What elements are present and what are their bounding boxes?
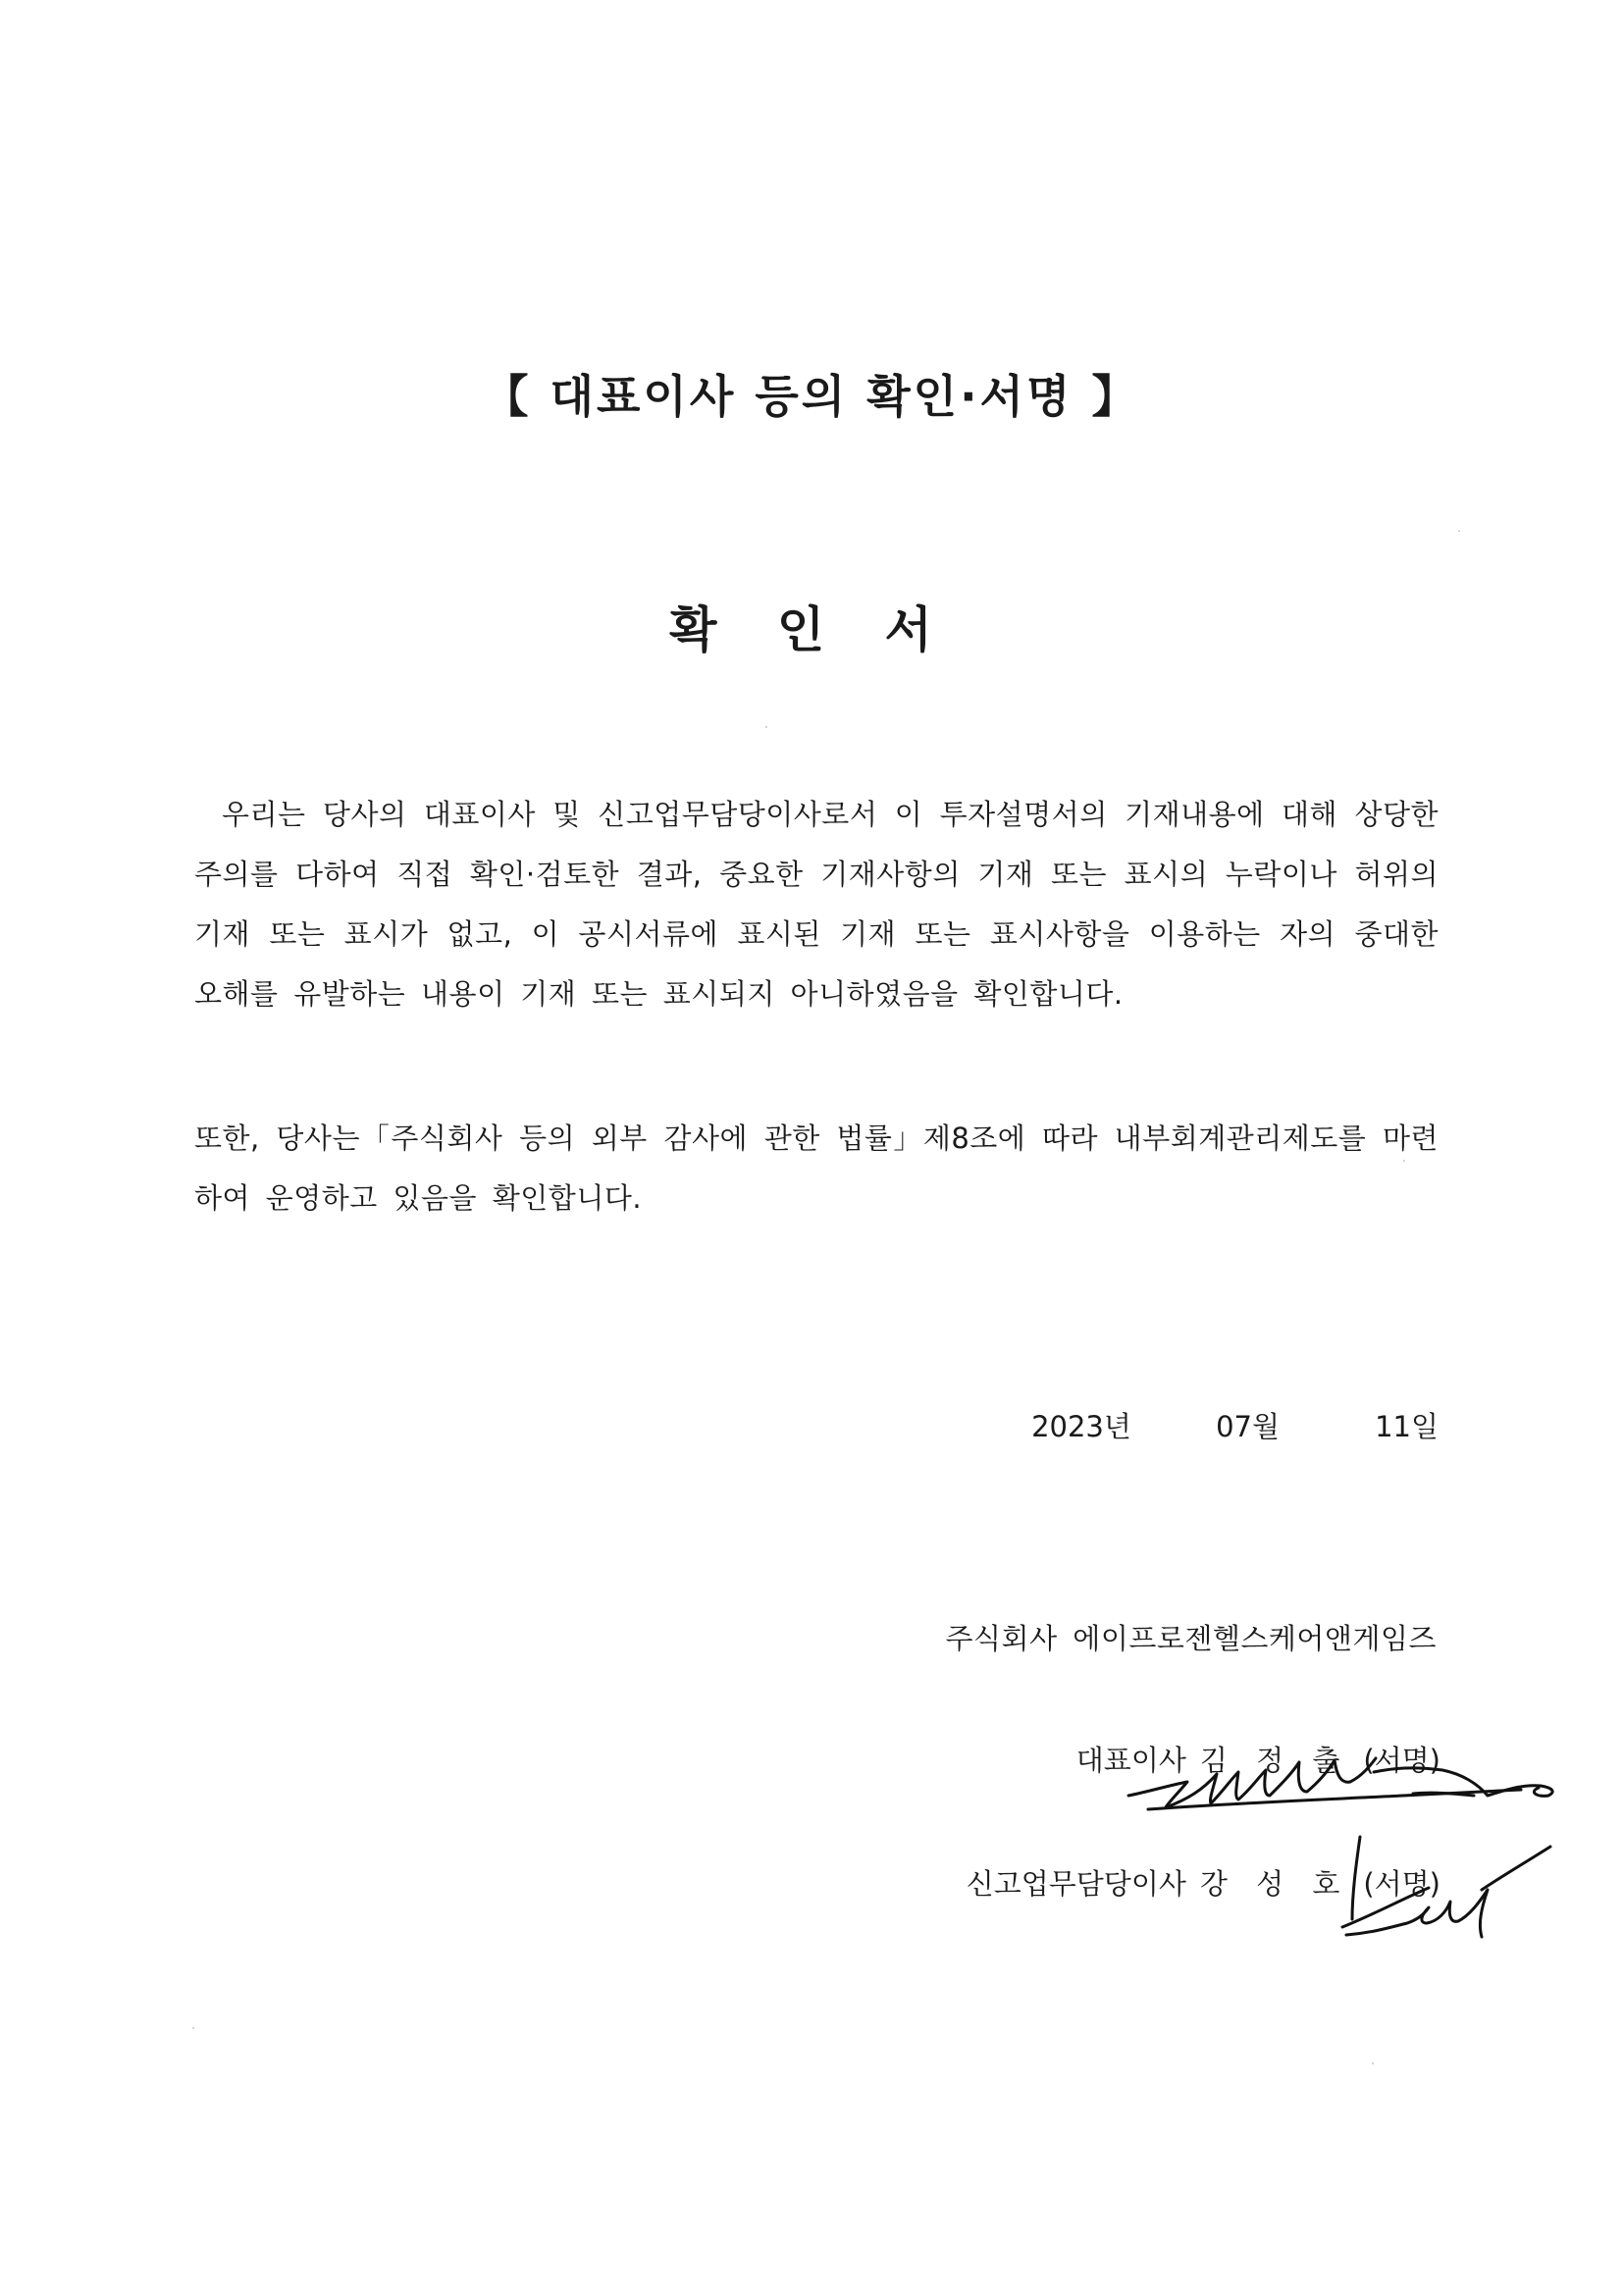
signer-disclosure-officer-sign-label: (서명) xyxy=(1363,1867,1440,1901)
signer-disclosure-officer-title: 신고업무담당이사 xyxy=(966,1867,1186,1901)
document-heading: 【 대표이사 등의 확인·서명 】 xyxy=(483,370,1140,423)
date-year: 2023년 xyxy=(1031,1410,1131,1443)
date-day: 11일 xyxy=(1375,1410,1439,1443)
signer-disclosure-officer xyxy=(967,1862,1440,1903)
scan-speck xyxy=(1372,2062,1374,2064)
internal-control-paragraph: 또한, 당사는「주식회사 등의 외부 감사에 관한 법률」제8조에 따라 내부회계관리제도를 마련하여 운영하고 있음을 확인합니다. xyxy=(194,1122,1439,1215)
signer-ceo xyxy=(1076,1739,1440,1779)
company-name: 주식회사 에이프로젠헬스케어앤게임즈 xyxy=(945,1622,1437,1655)
scan-speck xyxy=(1403,1160,1405,1162)
scan-speck xyxy=(765,726,767,728)
document-date xyxy=(1031,1405,1439,1445)
scan-speck xyxy=(1458,530,1460,532)
document-subtitle: 확 인 서 xyxy=(669,601,954,658)
signer-ceo-sign-label: (서명) xyxy=(1363,1744,1440,1777)
signer-ceo-name: 김 정 출 xyxy=(1199,1744,1350,1777)
date-month: 07월 xyxy=(1216,1410,1280,1443)
signer-disclosure-officer-name: 강 성 호 xyxy=(1199,1867,1350,1901)
scan-speck xyxy=(192,2027,194,2029)
signer-ceo-title: 대표이사 xyxy=(1075,1744,1186,1777)
confirmation-paragraph xyxy=(194,785,1439,1024)
confirmation-paragraph-text: 우리는 당사의 대표이사 및 신고업무담당이사로서 이 투자설명서의 기재내용에 대해 상당한 주의를 다하여 직접 확인·검토한 결과, 중요한 기재사항의 기재 또는 표시의 누락이나 허위의 기재 또는 표시가 없고, 이 공시서류에 표시된 기재 또는 표시사항을 이용하는 자의 중대한 오해를 유발하는 내용이 기재 또는 표시되지 아니하였음을 확인합니다. xyxy=(194,798,1439,1011)
